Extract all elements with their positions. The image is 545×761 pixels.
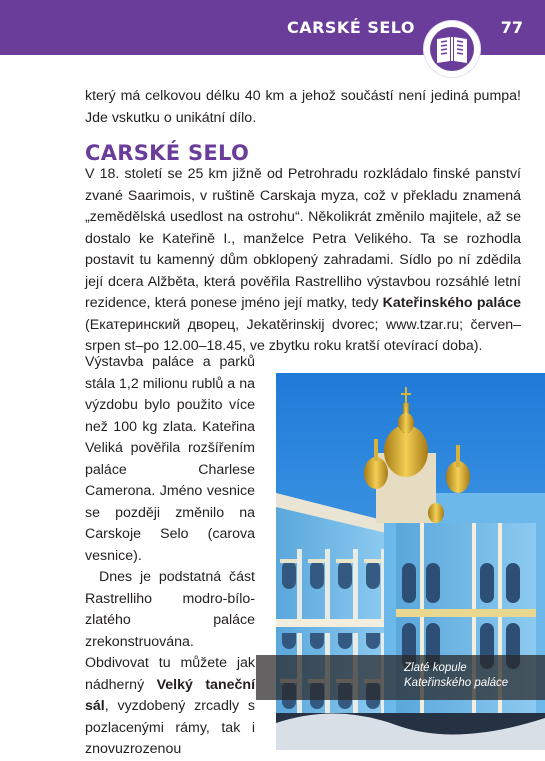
intro-paragraph: který má celkovou délku 40 km a jehož součástí není jediná pumpa! Jde vskutku o unikátní dílo. bbox=[85, 88, 521, 126]
ballroom-name: Velký taneční sál bbox=[85, 676, 256, 714]
photo-caption: Zlaté kopule Kateřinského paláce bbox=[404, 662, 509, 689]
running-title: CARSKÉ SELO bbox=[286, 18, 415, 37]
palace-name: Kateřinského paláce bbox=[382, 295, 521, 311]
construction-paragraph: Výstavba paláce a parků stála 1,2 milionu rublů a na výzdobu bylo použito více než 100 kg zlata. Kateřina Veliká pověřila rozšířením paláce Charlese Camerona. Jméno vesnice se později změnilo na Carskoje Selo (carova vesnice). bbox=[85, 354, 255, 564]
section-heading: CARSKÉ SELO bbox=[85, 141, 250, 165]
restoration-paragraph: Dnes je podstatná část Rastrelliho modro-bílo-zlatého paláce zrekonstruována. Obdivovat tu můžete jak nádherný Velký taneční sál, vyzdobený zrcadly s pozlacenými rámy, tak i znovuzrozenou bbox=[85, 569, 256, 757]
section-badge bbox=[424, 21, 480, 77]
side-column bbox=[85, 352, 255, 761]
main-paragraph: V 18. století se 25 km jižně od Petrohradu rozkládalo finské panství zvané Saarimois, v ruštině Carskaja myza, což v překladu znamená „zemědělská usedlost na ostrohu“. Několikrát změnilo majitele, až se dostalo ke Kateřině I., manželce Petra Velikého. Ta se rozhodla postavit tu kamenný dům obklopený zahradami. Sídlo po ní zdědila její dcera Alžběta, která pověřila Rastrelliho výstavbou rozsáhlé letní rezidence, která ponese jméno její matky, tedy Kateřinského paláce (Екатеринский дворец, Jekatěrinskij dvorec; www.tzar.ru; červen–srpen st–po 12.00–18.45, ve zbytku roku kratší otevírací doba). bbox=[85, 166, 521, 354]
page-number: 77 bbox=[500, 18, 523, 37]
book-icon bbox=[434, 32, 470, 66]
